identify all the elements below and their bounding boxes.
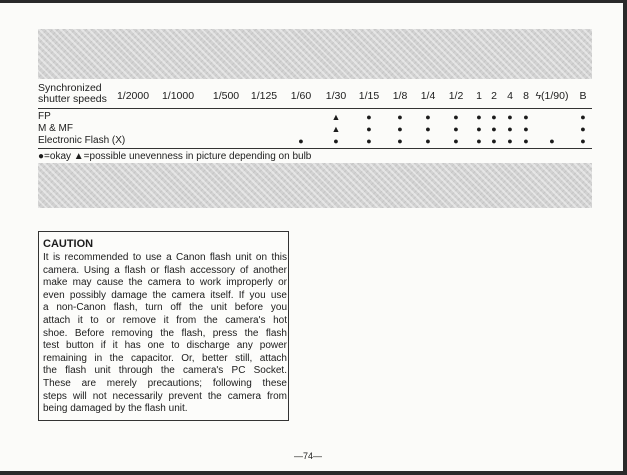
dot-icon: ● (366, 112, 372, 122)
triangle-icon: ▲ (331, 112, 341, 122)
dot-icon: ● (549, 136, 555, 146)
legend: ●=okay ▲=possible unevenness in picture depending on bulb (38, 151, 312, 162)
dot-icon: ● (507, 112, 513, 122)
dot-icon: ● (491, 112, 497, 122)
dot-icon: ● (476, 112, 482, 122)
page-top-edge (0, 0, 627, 3)
dot-icon: ● (491, 124, 497, 134)
caution-line: make may cause the camera to work improperly or (43, 277, 287, 289)
caution-box (38, 231, 289, 421)
speed-header-8: 1/4 (420, 90, 436, 102)
speed-header-9: 1/2 (448, 90, 464, 102)
row-header-line2: shutter speeds (38, 93, 107, 105)
speed-header-14: ϟ(1/90) (535, 90, 569, 102)
dot-icon: ● (397, 136, 403, 146)
caution-line: a non-Canon flash, turn off the unit before you (43, 302, 287, 314)
caution-line: These are merely precautions; following these (43, 378, 287, 389)
dot-icon: ● (366, 124, 372, 134)
row-header-line1: Synchronized (38, 82, 102, 94)
dot-icon: ● (333, 136, 339, 146)
dot-icon: ● (507, 136, 513, 146)
dot-icon: ● (491, 136, 497, 146)
caution-line: remaining in the capacitor. Or, better still, attach (43, 352, 287, 364)
speed-header-15: B (579, 90, 587, 102)
dot-icon: ● (476, 124, 482, 134)
dot-icon: ● (366, 136, 372, 146)
page-bottom-edge (0, 471, 627, 475)
caution-line: steps will not necessarily prevent the camera from (43, 390, 287, 402)
speed-header-12: 4 (507, 90, 513, 102)
speed-header-1: 1/1000 (161, 90, 195, 102)
speed-header-5: 1/30 (325, 90, 347, 102)
row-label-fp: FP (38, 111, 51, 122)
caution-line: even possibly damage the camera itself. If you use (43, 289, 287, 301)
dot-icon: ● (580, 124, 586, 134)
page-number: —74— (294, 451, 323, 461)
dot-icon: ● (453, 136, 459, 146)
caution-line: the flash unit through the camera's PC Socket. (43, 365, 287, 377)
decorative-band-bottom (38, 163, 592, 208)
dot-icon: ● (523, 124, 529, 134)
speed-header-6: 1/15 (358, 90, 380, 102)
dot-icon: ● (453, 124, 459, 134)
table-rule-top (38, 108, 592, 109)
speed-header-3: 1/125 (250, 90, 278, 102)
speed-header-2: 1/500 (212, 90, 240, 102)
page-right-edge (623, 0, 627, 475)
dot-icon: ● (298, 136, 304, 146)
dot-icon: ● (425, 112, 431, 122)
caution-line: shoe. Before removing the flash, press the flash (43, 327, 287, 339)
caution-line: being damaged by the flash unit. (43, 403, 188, 415)
dot-icon: ● (507, 124, 513, 134)
caution-line: attach it to or remove it from the camera's hot (43, 315, 287, 326)
dot-icon: ● (425, 136, 431, 146)
row-label-m-mf: M & MF (38, 123, 73, 134)
decorative-band-top (38, 29, 592, 79)
row-label-electronic-flash: Electronic Flash (X) (38, 135, 126, 146)
speed-header-0: 1/2000 (116, 90, 150, 102)
caution-line: test button if it has one to discharge any power (43, 340, 287, 352)
speed-header-4: 1/60 (290, 90, 312, 102)
table-rule-bottom (38, 148, 592, 149)
dot-icon: ● (523, 136, 529, 146)
caution-line: It is recommended to use a Canon flash unit on this (43, 252, 287, 263)
triangle-icon: ▲ (331, 124, 341, 134)
dot-icon: ● (580, 112, 586, 122)
dot-icon: ● (523, 112, 529, 122)
speed-header-7: 1/8 (392, 90, 408, 102)
dot-icon: ● (453, 112, 459, 122)
dot-icon: ● (476, 136, 482, 146)
speed-header-13: 8 (523, 90, 529, 102)
caution-line: camera. Using a flash or flash accessory of another (43, 264, 287, 276)
speed-header-10: 1 (476, 90, 482, 102)
dot-icon: ● (580, 136, 586, 146)
speed-header-11: 2 (491, 90, 497, 102)
dot-icon: ● (397, 124, 403, 134)
caution-title: CAUTION (43, 238, 94, 250)
dot-icon: ● (425, 124, 431, 134)
dot-icon: ● (397, 112, 403, 122)
